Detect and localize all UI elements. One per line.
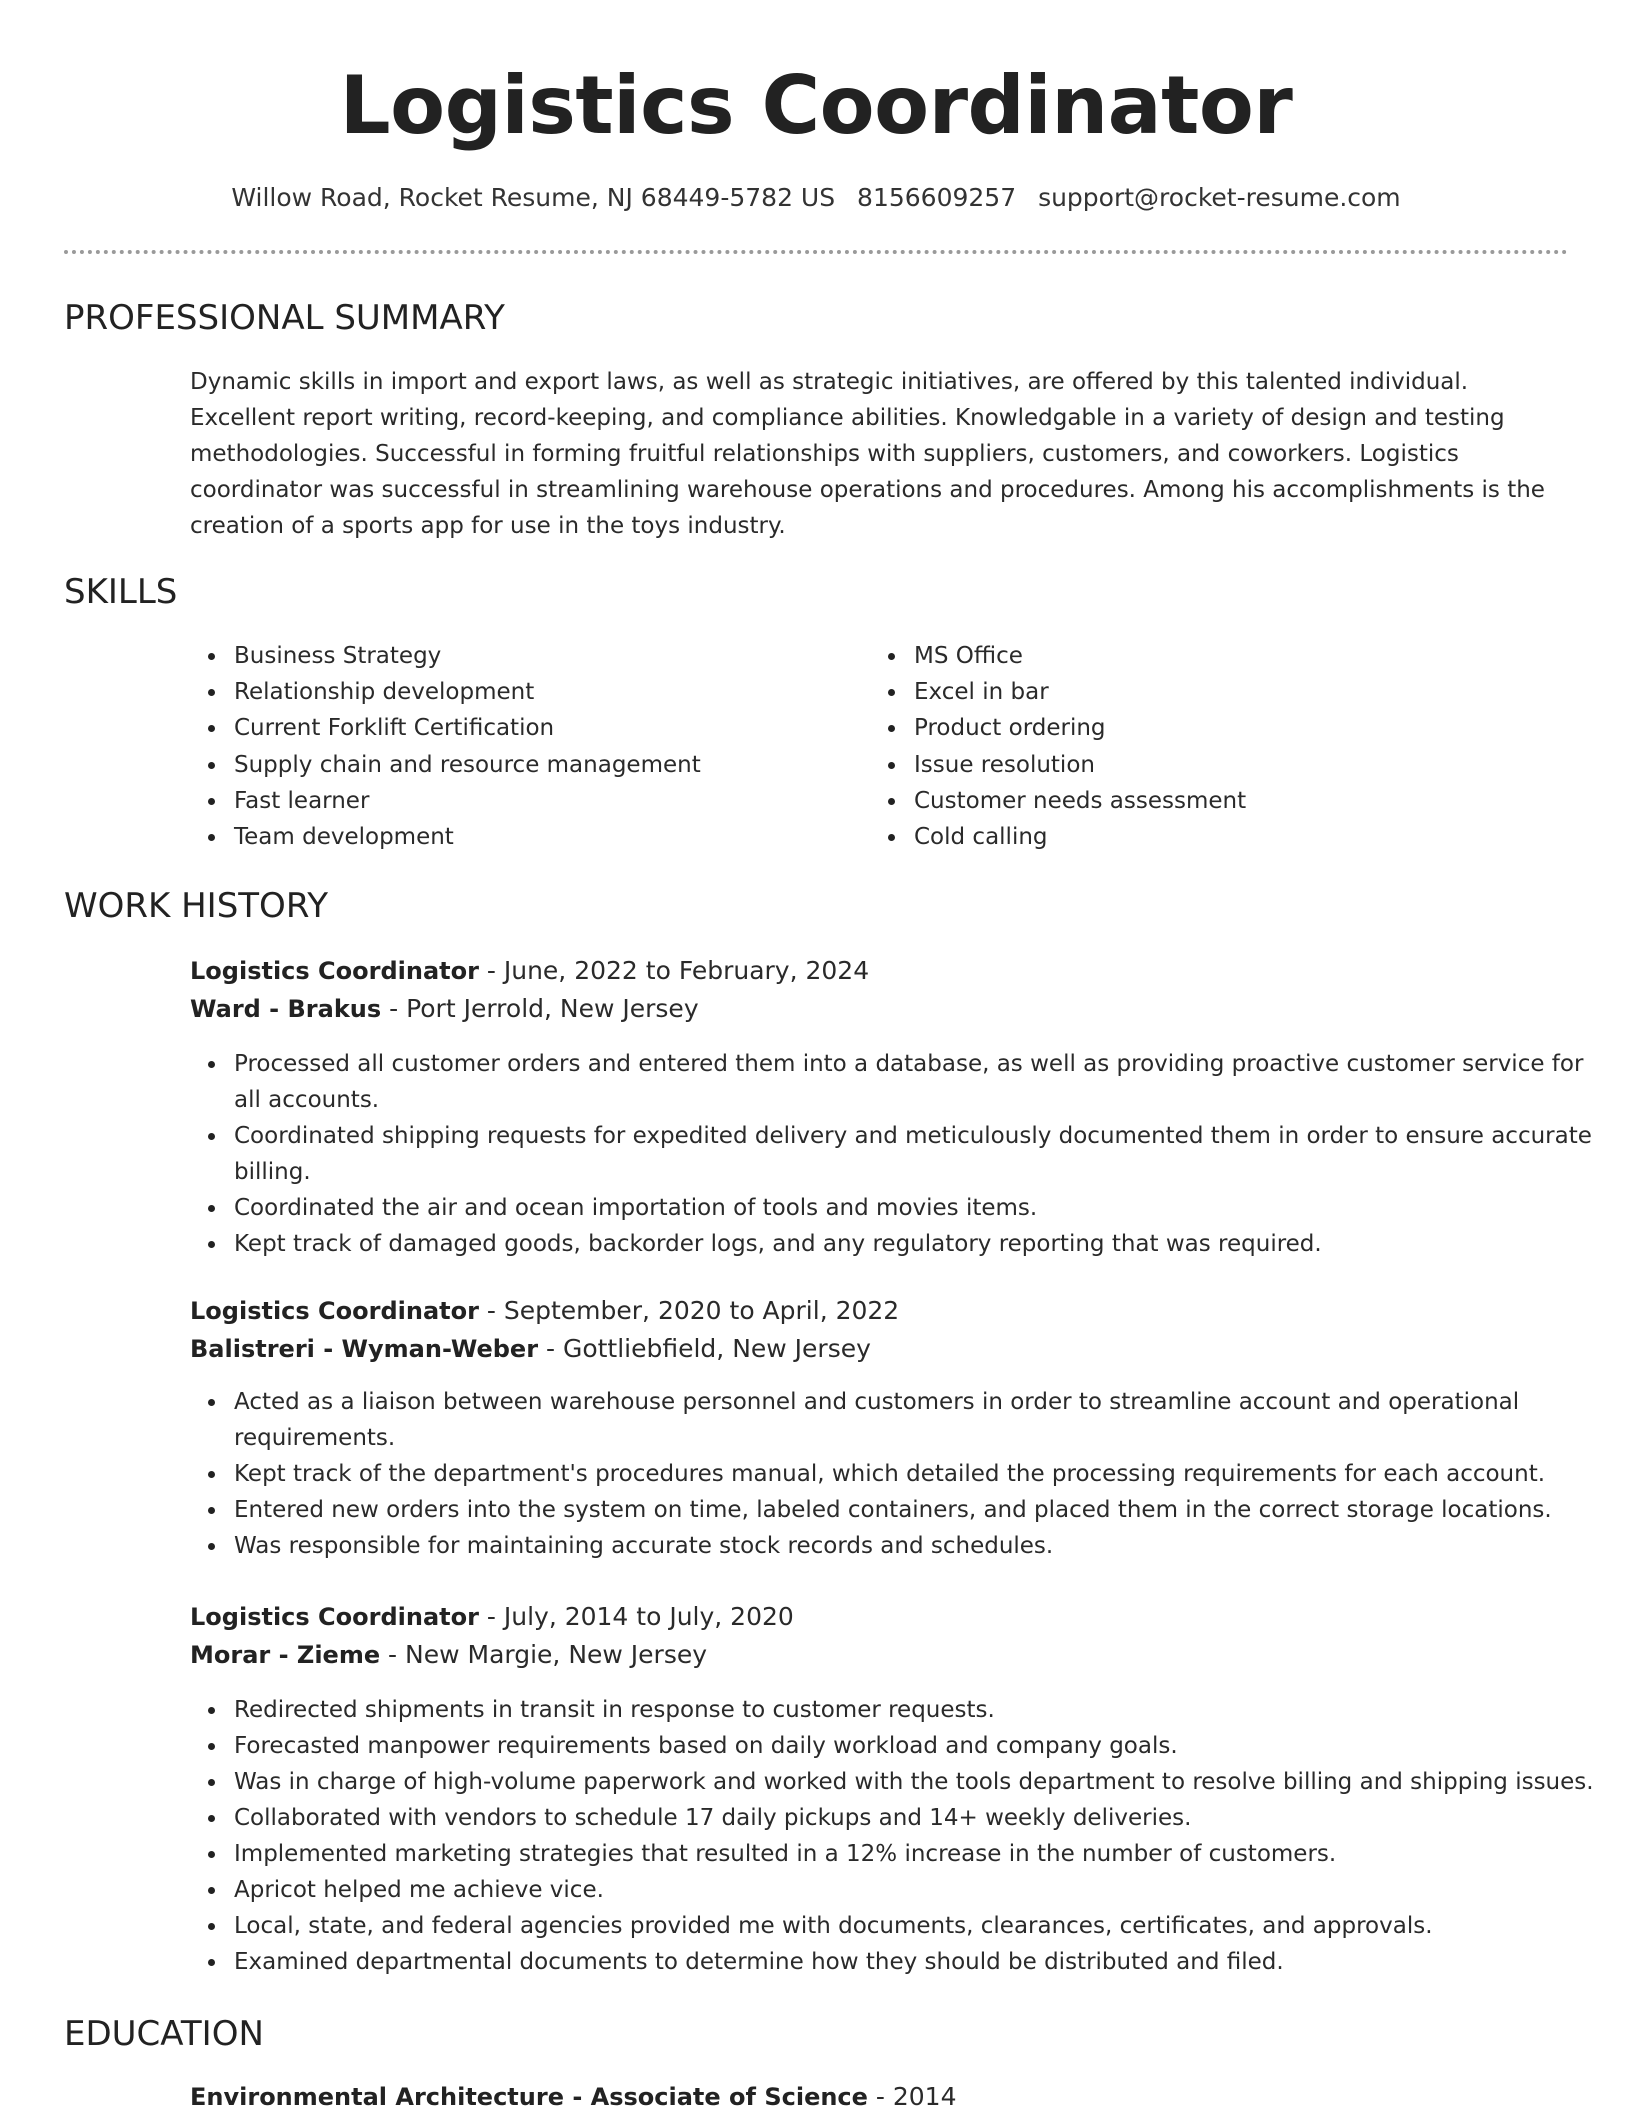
skill-item: Product ordering	[914, 710, 1514, 746]
summary-heading: PROFESSIONAL SUMMARY	[64, 298, 505, 338]
skill-item: Excel in bar	[914, 674, 1514, 710]
job-dates: - June, 2022 to February, 2024	[478, 956, 870, 985]
skills-list-right	[870, 638, 1514, 855]
duty-item: Kept track of damaged goods, backorder logs, and any regulatory reporting that was required.	[234, 1226, 1614, 1262]
duty-item: Local, state, and federal agencies provided me with documents, clearances, certificates, and approvals.	[234, 1908, 1614, 1944]
job-dates: - July, 2014 to July, 2020	[478, 1602, 794, 1631]
duty-item: Implemented marketing strategies that resulted in a 12% increase in the number of customers.	[234, 1836, 1614, 1872]
job-title: Logistics Coordinator	[190, 1297, 479, 1325]
duty-item: Kept track of the department's procedures manual, which detailed the processing requirements for each account.	[234, 1456, 1614, 1492]
skills-list-left	[190, 638, 834, 855]
job-duties	[190, 1692, 1614, 1980]
job-title-line	[190, 1292, 899, 1330]
skill-item: Relationship development	[234, 674, 834, 710]
contact-phone: 8156609257	[857, 183, 1017, 212]
job-dates: - September, 2020 to April, 2022	[478, 1296, 900, 1325]
duty-item: Apricot helped me achieve vice.	[234, 1872, 1614, 1908]
header-divider	[64, 250, 1568, 254]
contact-email: support@rocket-resume.com	[1038, 183, 1401, 212]
contact-line	[0, 182, 1632, 214]
skill-item: Current Forklift Certification	[234, 710, 834, 746]
job-company-line	[190, 1330, 871, 1368]
skills-heading: SKILLS	[64, 572, 178, 612]
skill-item: MS Office	[914, 638, 1514, 674]
job-company-line	[190, 990, 699, 1028]
duty-item: Examined departmental documents to determine how they should be distributed and filed.	[234, 1944, 1614, 1980]
duty-item: Coordinated the air and ocean importation of tools and movies items.	[234, 1190, 1614, 1226]
job-duties	[190, 1046, 1614, 1262]
skill-item: Fast learner	[234, 783, 834, 819]
skill-item: Customer needs assessment	[914, 783, 1514, 819]
job-location: - New Margie, New Jersey	[380, 1640, 708, 1669]
contact-address: Willow Road, Rocket Resume, NJ 68449-5782 US	[231, 183, 836, 212]
job-title-line	[190, 1598, 794, 1636]
skill-item: Supply chain and resource management	[234, 747, 834, 783]
duty-item: Acted as a liaison between warehouse personnel and customers in order to streamline account and operational requirements.	[234, 1384, 1614, 1456]
job-company: Ward - Brakus	[190, 995, 382, 1023]
job-title: Logistics Coordinator	[190, 957, 479, 985]
skill-item: Business Strategy	[234, 638, 834, 674]
job-title: Logistics Coordinator	[190, 1603, 479, 1631]
job-title-line	[190, 952, 869, 990]
skill-item: Cold calling	[914, 819, 1514, 855]
skill-item: Issue resolution	[914, 747, 1514, 783]
duty-item: Coordinated shipping requests for expedited delivery and meticulously documented them in order to ensure accurate billing.	[234, 1118, 1614, 1190]
duty-item: Processed all customer orders and entered them into a database, as well as providing proactive customer service for all accounts.	[234, 1046, 1614, 1118]
duty-item: Collaborated with vendors to schedule 17 daily pickups and 14+ weekly deliveries.	[234, 1800, 1614, 1836]
job-duties	[190, 1384, 1614, 1564]
duty-item: Redirected shipments in transit in response to customer requests.	[234, 1692, 1614, 1728]
summary-text: Dynamic skills in import and export laws, as well as strategic initiatives, are offered by this talented individual. Excellent report writing, record-keeping, and compliance abilities. Knowledgable in a variety of design and testing methodologies. Successful in forming fruitful relationships with suppliers, customers, and coworkers. Logistics coordinator was successful in streamlining warehouse operations and procedures. Among his accomplishments is the creation of a sports app for use in the toys industry.	[190, 369, 1545, 539]
skill-item: Team development	[234, 819, 834, 855]
duty-item: Was in charge of high-volume paperwork and worked with the tools department to resolve billing and shipping issues.	[234, 1764, 1614, 1800]
candidate-name: Logistics Coordinator	[339, 59, 1293, 152]
education-degree: Environmental Architecture - Associate of Science	[190, 2083, 868, 2111]
job-company: Morar - Zieme	[190, 1641, 381, 1669]
job-company-line	[190, 1636, 707, 1674]
education-line	[190, 2078, 956, 2116]
duty-item: Entered new orders into the system on time, labeled containers, and placed them in the correct storage locations.	[234, 1492, 1614, 1528]
job-location: - Port Jerrold, New Jersey	[381, 994, 699, 1023]
education-year: - 2014	[867, 2082, 957, 2111]
job-location: - Gottliebfield, New Jersey	[538, 1334, 871, 1363]
work-history-heading: WORK HISTORY	[64, 886, 329, 926]
duty-item: Was responsible for maintaining accurate stock records and schedules.	[234, 1528, 1614, 1564]
duty-item: Forecasted manpower requirements based on daily workload and company goals.	[234, 1728, 1614, 1764]
job-company: Balistreri - Wyman-Weber	[190, 1335, 539, 1363]
education-heading: EDUCATION	[64, 2014, 264, 2054]
